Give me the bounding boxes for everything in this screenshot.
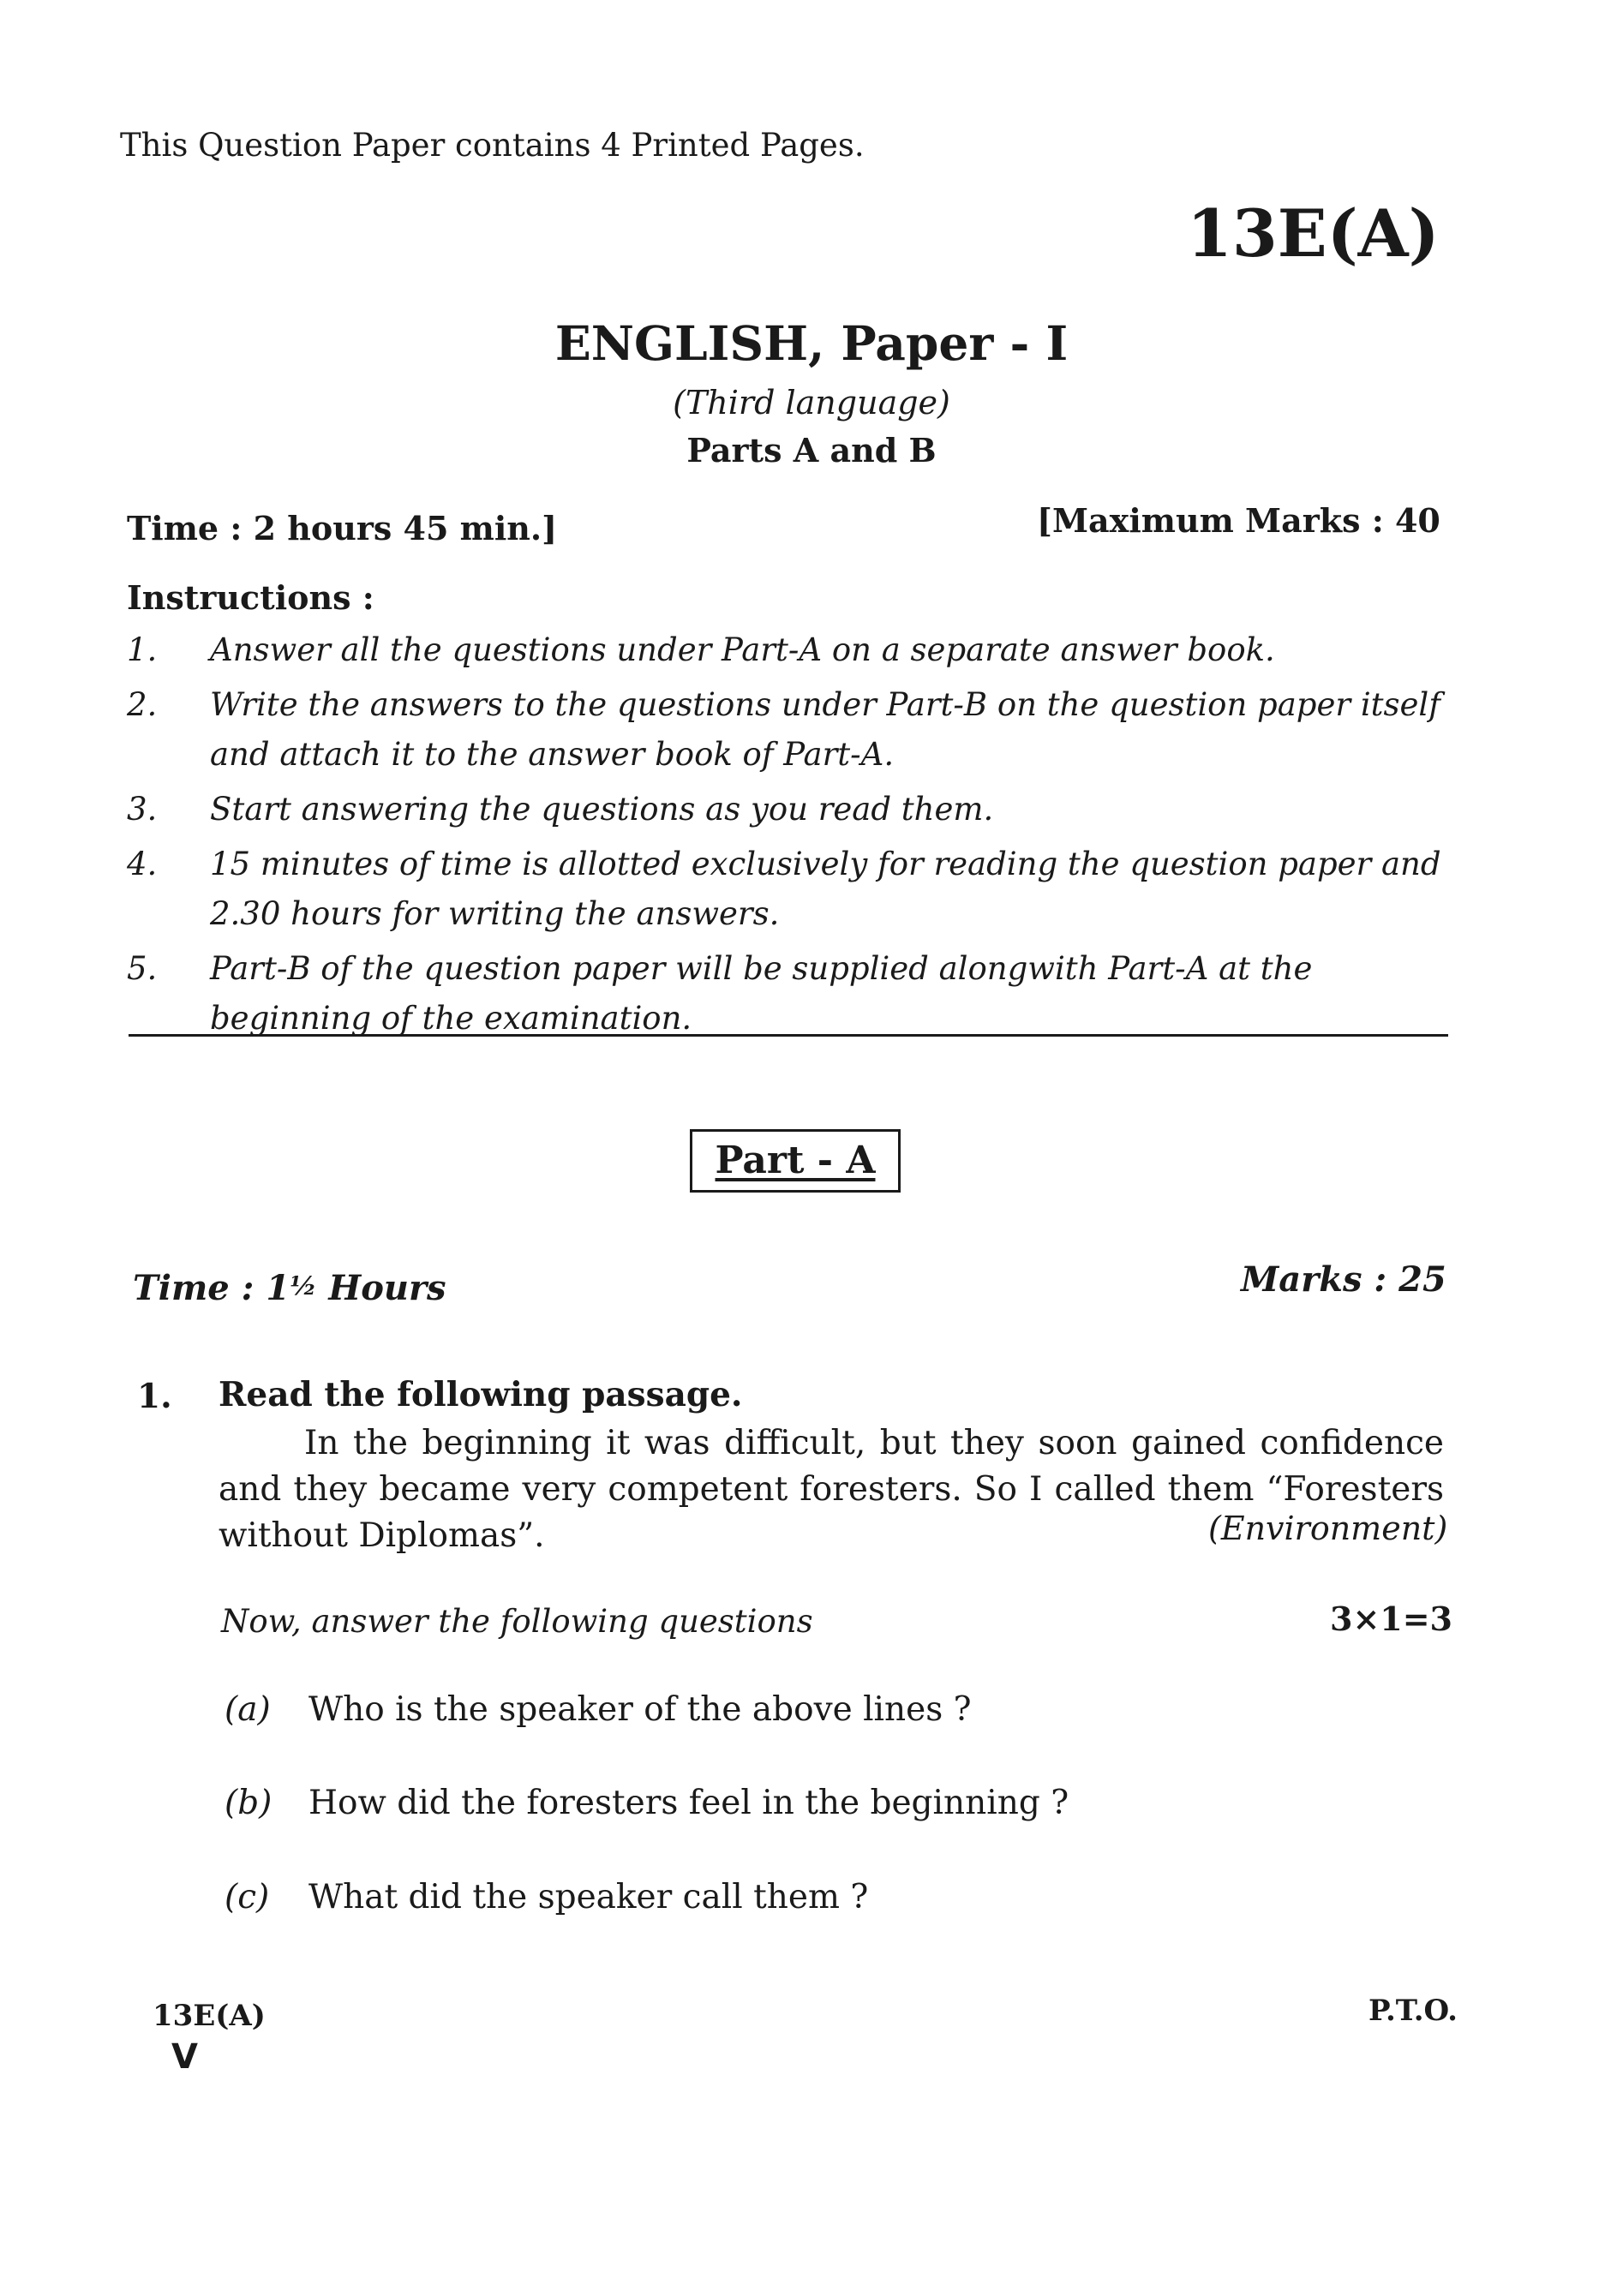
instruction-item bbox=[127, 840, 1446, 939]
part-a-marks: Marks : 25 bbox=[1241, 1259, 1446, 1300]
instructions-heading: Instructions : bbox=[127, 578, 374, 617]
instruction-item bbox=[127, 680, 1446, 780]
total-time: Time : 2 hours 45 min.] bbox=[127, 509, 558, 547]
instruction-number: 1. bbox=[127, 631, 158, 668]
maximum-marks: [Maximum Marks : 40 bbox=[1037, 501, 1440, 540]
instruction-item bbox=[127, 625, 1446, 675]
answer-instruction: Now, answer the following questions bbox=[221, 1603, 813, 1640]
instruction-number: 4. bbox=[127, 846, 158, 882]
instruction-text: Answer all the questions under Part-A on a separate answer book. bbox=[210, 631, 1275, 668]
sub-question-text: How did the foresters feel in the beginning ? bbox=[308, 1784, 1069, 1822]
please-turn-over: P.T.O. bbox=[1368, 1994, 1458, 2028]
instruction-number: 3. bbox=[127, 791, 158, 828]
passage-source: (Environment) bbox=[1208, 1510, 1448, 1547]
paper-subtitle: (Third language) bbox=[673, 384, 950, 422]
question-score: 3×1=3 bbox=[1330, 1599, 1453, 1638]
instruction-text: 15 minutes of time is allotted exclusively for reading the question paper and 2.30 hours for writing the answers. bbox=[210, 846, 1441, 932]
page-count-note: This Question Paper contains 4 Printed Pages. bbox=[120, 127, 865, 164]
instruction-text: Write the answers to the questions under Part-B on the question paper itself and attach it to the answer book of Part-A. bbox=[210, 686, 1440, 773]
instruction-number: 2. bbox=[127, 686, 158, 723]
sub-question bbox=[225, 1784, 1069, 1822]
footer-version: V bbox=[171, 2037, 198, 2077]
instruction-text: Part-B of the question paper will be supplied alongwith Part-A at the beginning of the examination. bbox=[210, 950, 1313, 1037]
question-heading: Read the following passage. bbox=[219, 1375, 743, 1414]
sub-question-label: (a) bbox=[225, 1690, 271, 1729]
section-divider bbox=[129, 1034, 1448, 1037]
question-number: 1. bbox=[137, 1377, 172, 1416]
instruction-number: 5. bbox=[127, 950, 158, 987]
parts-label: Parts A and B bbox=[686, 431, 937, 469]
instruction-item bbox=[127, 944, 1446, 1043]
instruction-text: Start answering the questions as you read them. bbox=[210, 791, 994, 828]
part-a-time-fraction: ½ bbox=[290, 1271, 317, 1301]
passage-text: In the beginning it was difficult, but they soon gained confidence and they became very competent foresters. So I called them “Foresters without Diplomas”. bbox=[219, 1424, 1444, 1555]
sub-question bbox=[225, 1690, 972, 1729]
instructions-list bbox=[127, 625, 1446, 1049]
sub-question-text: What did the speaker call them ? bbox=[308, 1878, 869, 1916]
sub-question-label: (b) bbox=[225, 1784, 272, 1822]
sub-question-label: (c) bbox=[225, 1878, 270, 1916]
part-a-time bbox=[133, 1268, 446, 1308]
footer-paper-code: 13E(A) bbox=[153, 1999, 266, 2033]
paper-title: ENGLISH, Paper - I bbox=[554, 315, 1069, 371]
part-a-box bbox=[690, 1129, 901, 1193]
part-a-label: Part - A bbox=[715, 1139, 876, 1182]
paper-code: 13E(A) bbox=[1187, 195, 1440, 272]
sub-question-text: Who is the speaker of the above lines ? bbox=[308, 1690, 972, 1729]
sub-question bbox=[225, 1878, 868, 1916]
instruction-item bbox=[127, 785, 1446, 834]
part-a-time-suffix: Hours bbox=[316, 1268, 446, 1308]
part-a-time-prefix: Time : 1 bbox=[133, 1268, 290, 1308]
